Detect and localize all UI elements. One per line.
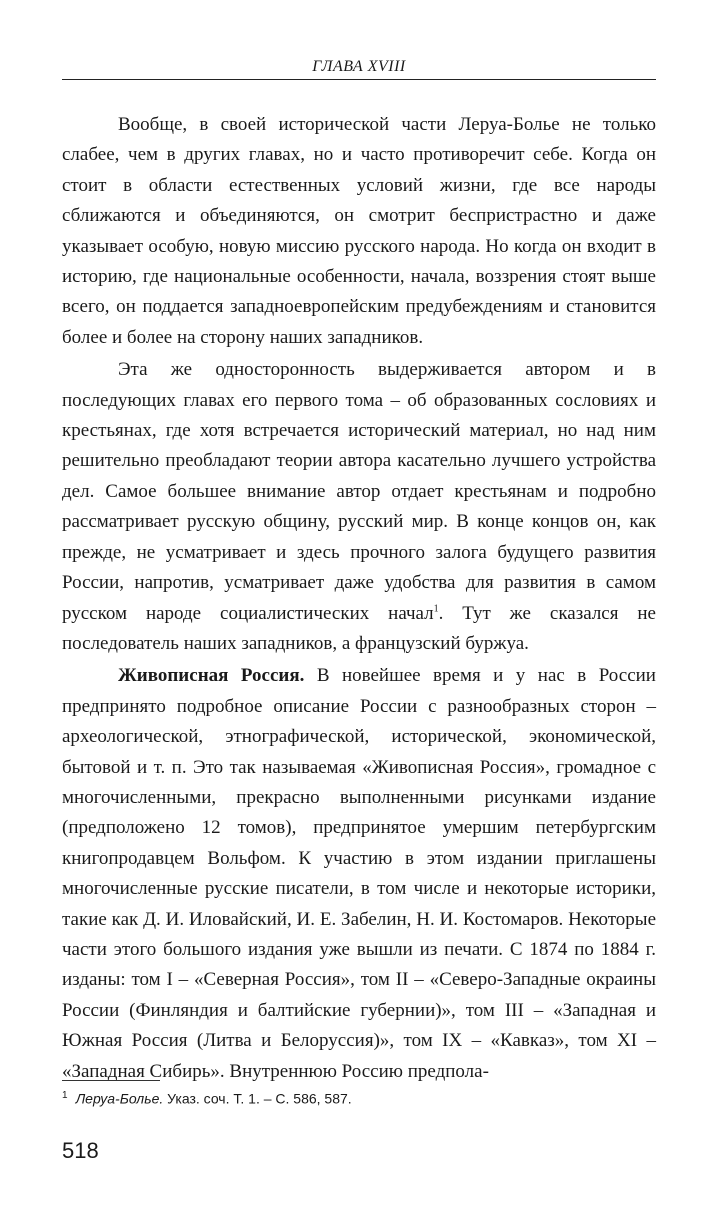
- body-text: [62, 110, 656, 1087]
- footnote-text: Указ. соч. Т. 1. – С. 586, 587.: [163, 1090, 352, 1107]
- running-head: ГЛАВА XVIII: [312, 58, 406, 75]
- footnote-reference[interactable]: 1: [433, 603, 439, 615]
- paragraph-1: Вообще, в своей исторической части Леруа-Болье не только слабее, чем в других главах, но и часто противоречит себе. Когда он стоит в области естественных условий жизни, где все народы сближаются и объединяются, он смотрит беспристрастно и даже указывает особую, новую миссию русского народа. Но когда он входит в историю, где национальные особенности, начала, воззрения стоят выше всего, он поддается западноевропейским предубеждениям и становится более и более на сторону наших западников.: [62, 114, 656, 348]
- paragraph-2-text-end: . Тут же сказался не последователь наших западников, а французский буржуа.: [62, 602, 656, 654]
- header-rule: [62, 79, 656, 80]
- paragraph-2: [62, 355, 656, 659]
- paragraph-2-text: Эта же односторонность выдерживается автором и в последующих главах его первого тома – об образованных сословиях и крестьянах, где хотя встречается исторический материал, но над ним решительно преобладают теории автора касательно лучшего устройства дел. Самое большее внимание автор отдает крестьянам и подробно рассматривает русскую общину, русский мир. В конце концов он, как прежде, не усматривает и здесь прочного залога будущего развития России, напротив, усматривает даже удобства для развития в самом русском народе социалистических начал: [62, 359, 656, 624]
- footnote-mark: 1: [62, 1090, 68, 1101]
- footnote: [62, 1087, 656, 1108]
- page-number: 518: [62, 1138, 99, 1163]
- footnote-author: Леруа-Болье.: [75, 1090, 164, 1107]
- section-run-in-heading: Живописная Россия.: [118, 665, 305, 687]
- paragraph-3: [62, 661, 656, 1087]
- footnote-rule: [62, 1080, 160, 1081]
- paragraph-3-text: В новейшее время и у нас в России предпринято подробное описание России с разнообразных сторон – археологической, этнографической, исторической, экономической, бытовой и т. п. Это так называемая «Живописная Россия», громадное с многочисленными, прекрасно выполненными рисунками издание (предположено 12 томов), предпринятое умершим петербургским книгопродавцем Вольфом. К участию в этом издании приглашены многочисленные русские писатели, в том числе и некоторые историки, такие как Д. И. Иловайский, И. Е. Забелин, Н. И. Костомаров. Некоторые части этого большого издания уже вышли из печати. С 1874 по 1884 г. изданы: том I – «Северная Россия», том II – «Северо-Западные окраины России (Финляндия и балтийские губернии)», том III – «Западная и Южная Россия (Литва и Белоруссия)», том IX – «Кавказ», том XI – «Западная Сибирь». Внутреннюю Россию предпола-: [62, 665, 656, 1082]
